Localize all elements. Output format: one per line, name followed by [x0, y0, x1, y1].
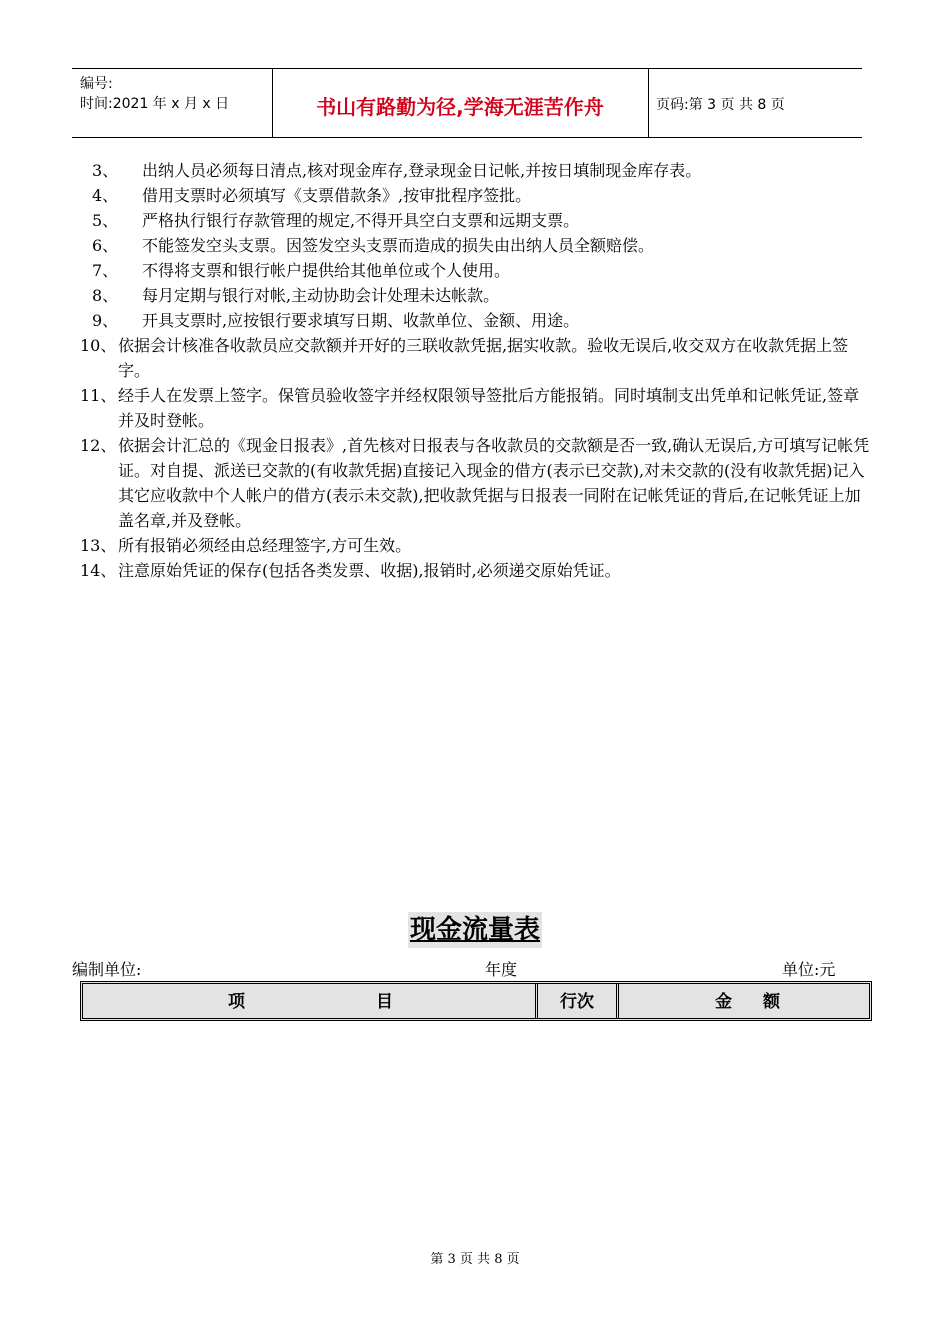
rule-number: 6、	[92, 236, 119, 255]
header-motto-cell	[272, 69, 649, 137]
currency-unit-label: 单位:元	[782, 960, 836, 979]
rule-text: 不能签发空头支票。因签发空头支票而造成的损失由出纳人员全额赔偿。	[142, 236, 655, 255]
column-header-amount-char1: 金	[715, 992, 732, 1012]
column-header-item	[83, 984, 535, 1018]
rule-text: 注意原始凭证的保存(包括各类发票、收据),报销时,必须递交原始凭证。	[118, 561, 621, 580]
rule-text: 所有报销必须经由总经理签字,方可生效。	[118, 536, 412, 555]
rule-number: 7、	[92, 261, 119, 280]
rule-number: 10、	[80, 336, 117, 355]
column-header-row-number: 行次	[535, 984, 619, 1018]
rule-number: 5、	[92, 211, 119, 230]
rule-item	[80, 558, 870, 583]
cash-flow-title-wrap	[0, 912, 950, 948]
rule-number: 11、	[80, 386, 117, 405]
rule-item	[80, 283, 870, 308]
rule-text: 严格执行银行存款管理的规定,不得开具空白支票和远期支票。	[142, 211, 580, 230]
rule-number: 12、	[80, 436, 117, 455]
header-page-label: 页码:第 3 页 共 8 页	[656, 97, 785, 113]
rule-text: 依据会计核准各收款员应交款额并开好的三联收款凭据,据实收款。验收无误后,收交双方在收款凭据上签字。	[118, 336, 849, 380]
year-label: 年度	[485, 960, 518, 979]
column-header-item-char1: 项	[228, 992, 245, 1012]
header-page-cell	[648, 69, 862, 137]
rule-text: 出纳人员必须每日清点,核对现金库存,登录现金日记帐,并按日填制现金库存表。	[142, 161, 702, 180]
rule-item	[80, 233, 870, 258]
rule-item	[80, 533, 870, 558]
rule-number: 14、	[80, 561, 117, 580]
column-header-amount	[619, 984, 869, 1018]
rule-text: 每月定期与银行对帐,主动协助会计处理未达帐款。	[142, 286, 500, 305]
rule-item	[80, 308, 870, 333]
document-time-label: 时间:2021 年 x 月 x 日	[80, 96, 230, 112]
rule-text: 借用支票时必须填写《支票借款条》,按审批程序签批。	[142, 186, 532, 205]
cash-flow-title: 现金流量表	[408, 912, 542, 948]
cash-flow-table-header	[80, 981, 872, 1021]
header-left-cell	[72, 69, 273, 137]
compiling-unit-label: 编制单位:	[72, 960, 142, 979]
rule-item	[80, 208, 870, 233]
rule-item	[80, 433, 870, 533]
rule-number: 4、	[92, 186, 119, 205]
document-number-label: 编号:	[80, 76, 113, 92]
rule-text: 经手人在发票上签字。保管员验收签字并经权限领导签批后方能报销。同时填制支出凭单和记帐凭证,签章并及时登帐。	[118, 386, 860, 430]
rule-text: 依据会计汇总的《现金日报表》,首先核对日报表与各收款员的交款额是否一致,确认无误后,方可填写记帐凭证。对自提、派送已交款的(有收款凭据)直接记入现金的借方(表示已交款),对未交款的(没有收款凭据)记入其它应收款中个人帐户的借方(表示未交款),把收款凭据与日报表一同附在记帐凭证的背后,在记帐凭证上加盖名章,并及登帐。	[118, 436, 870, 530]
page-header	[72, 68, 862, 138]
rule-item	[80, 258, 870, 283]
rule-text: 不得将支票和银行帐户提供给其他单位或个人使用。	[142, 261, 511, 280]
rule-item	[80, 183, 870, 208]
rule-item	[80, 158, 870, 183]
rule-number: 13、	[80, 536, 117, 555]
rule-item	[80, 383, 870, 433]
rule-number: 3、	[92, 161, 119, 180]
column-header-item-char2: 目	[376, 992, 393, 1012]
rule-number: 8、	[92, 286, 119, 305]
rules-list	[80, 158, 870, 583]
rule-text: 开具支票时,应按银行要求填写日期、收款单位、金额、用途。	[142, 311, 580, 330]
page-footer: 第 3 页 共 8 页	[430, 1252, 520, 1267]
column-header-amount-char2: 额	[763, 992, 780, 1012]
rule-item	[80, 333, 870, 383]
header-motto: 书山有路勤为径,学海无涯苦作舟	[316, 95, 604, 119]
rule-number: 9、	[92, 311, 119, 330]
